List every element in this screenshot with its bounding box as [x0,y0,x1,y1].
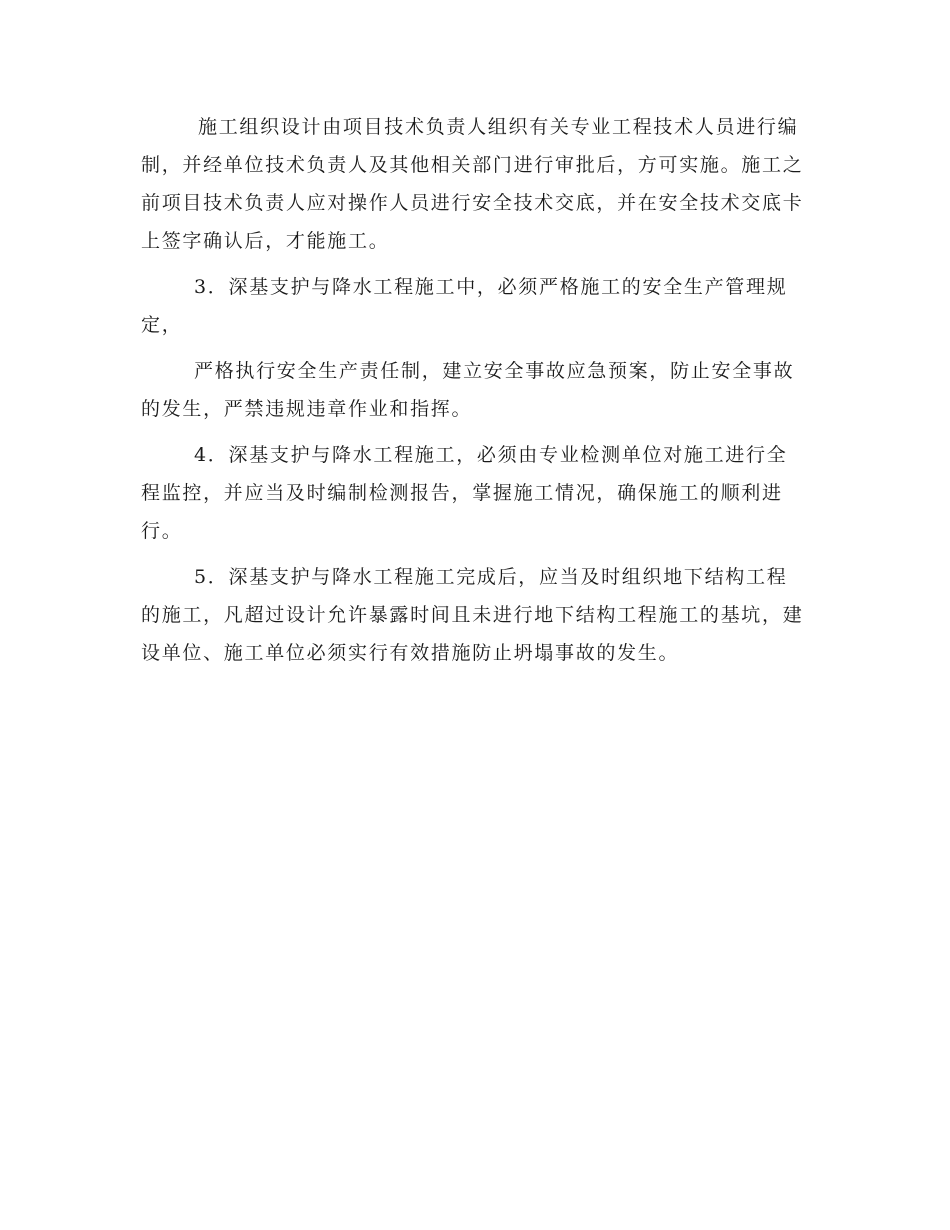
paragraph-item-5: 5．深基支护与降水工程施工完成后，应当及时组织地下结构工程的施工，凡超过设计允许暴露时间且未进行地下结构工程施工的基坑，建设单位、施工单位必须实行有效措施防止坍塌事故的发生。 [141,566,804,664]
paragraph-item-3-continued: 严格执行安全生产责任制，建立安全事故应急预案，防止安全事故的发生，严禁违规违章作业和指挥。 [141,360,795,420]
paragraph-item-3: 3．深基支护与降水工程施工中，必须严格施工的安全生产管理规定， [141,276,788,336]
paragraph-item-4: 4．深基支护与降水工程施工，必须由专业检测单位对施工进行全程监控，并应当及时编制检测报告，掌握施工情况，确保施工的顺利进行。 [141,444,788,542]
paragraph-construction-design: 施工组织设计由项目技术负责人组织有关专业工程技术人员进行编制，并经单位技术负责人及其他相关部门进行审批后，方可实施。施工之前项目技术负责人应对操作人员进行安全技术交底，并在安全技术交底卡上签字确认后，才能施工。 [141,116,804,252]
document-body [141,108,806,672]
